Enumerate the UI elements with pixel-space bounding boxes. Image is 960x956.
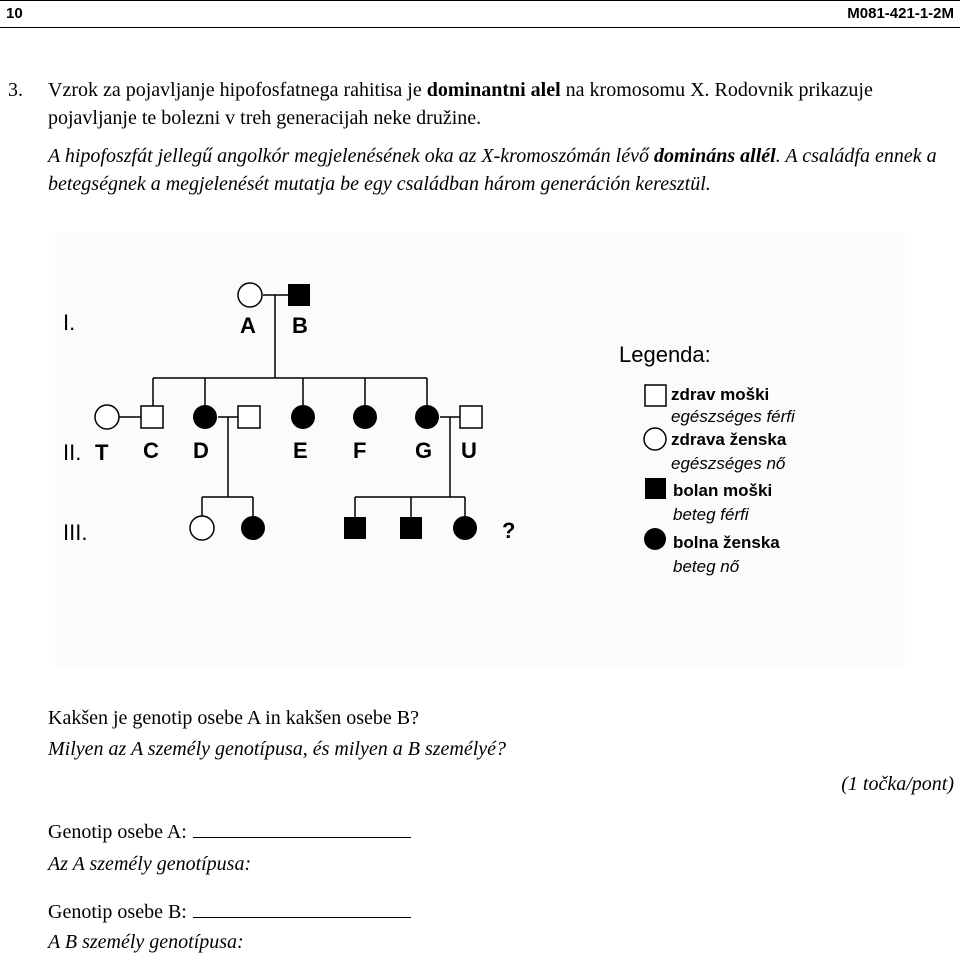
answer-b-row bbox=[48, 898, 411, 926]
individual-E-affected-female bbox=[291, 405, 315, 429]
generation-label-2: II. bbox=[63, 440, 82, 465]
legend-healthy-female-hu: egészséges nő bbox=[671, 454, 786, 473]
individual-C-healthy-male bbox=[141, 406, 163, 428]
label-G: G bbox=[415, 438, 433, 463]
legend-healthy-female-symbol bbox=[644, 428, 666, 450]
legend-affected-male-hu: beteg férfi bbox=[673, 505, 749, 524]
answer-a-blank[interactable] bbox=[193, 819, 411, 838]
generation-label-1: I. bbox=[63, 310, 76, 335]
pedigree-chart bbox=[55, 232, 905, 667]
label-D: D bbox=[193, 438, 209, 463]
label-B: B bbox=[292, 313, 308, 338]
label-U: U bbox=[461, 438, 477, 463]
question-text-hu: A hipofoszfát jellegű angolkór megjelenésének oka az X-kromoszómán lévő domináns allél. A családfa ennek a betegségnek a megjelenését mutatja be egy családban három generáción keresztül. bbox=[48, 145, 937, 195]
individual-G-affected-female bbox=[415, 405, 439, 429]
gen3-affected-female bbox=[241, 516, 265, 540]
pedigree-lines bbox=[117, 295, 465, 517]
answer-a-label-hu: Az A személy genotípusa: bbox=[48, 853, 252, 875]
legend-healthy-male-symbol bbox=[645, 385, 666, 406]
answer-b-label-sl: Genotip osebe B: bbox=[48, 901, 187, 923]
individual-A-healthy-female bbox=[238, 283, 262, 307]
legend-title: Legenda: bbox=[619, 342, 711, 367]
page-number: 10 bbox=[6, 5, 23, 22]
gen3-affected-male-2 bbox=[400, 517, 422, 539]
subquestion-sl: Kakšen je genotip osebe A in kakšen osebe B? bbox=[48, 707, 420, 729]
answer-a-label-sl: Genotip osebe A: bbox=[48, 821, 187, 843]
gen3-affected-male-1 bbox=[344, 517, 366, 539]
label-T: T bbox=[95, 440, 109, 465]
individual-U-healthy-male bbox=[460, 406, 482, 428]
points-label: (1 točka/pont) bbox=[841, 773, 954, 795]
question-number: 3. bbox=[8, 79, 23, 101]
label-F: F bbox=[353, 438, 367, 463]
legend-affected-female-hu: beteg nő bbox=[673, 557, 740, 576]
legend-affected-female-sl: bolna ženska bbox=[673, 533, 780, 552]
answer-a-row bbox=[48, 818, 411, 846]
generation-label-3: III. bbox=[63, 520, 88, 545]
legend bbox=[619, 342, 796, 576]
page-header bbox=[0, 0, 960, 28]
legend-healthy-female-sl: zdrava ženska bbox=[671, 430, 787, 449]
label-E: E bbox=[293, 438, 308, 463]
gen3-healthy-female bbox=[190, 516, 214, 540]
document-code: M081-421-1-2M bbox=[847, 5, 954, 22]
individual-T-healthy-female bbox=[95, 405, 119, 429]
legend-affected-male-sl: bolan moški bbox=[673, 481, 773, 500]
label-C: C bbox=[143, 438, 159, 463]
legend-affected-male-symbol bbox=[645, 478, 666, 499]
answer-b-blank[interactable] bbox=[193, 899, 411, 918]
healthy-male-spouse bbox=[238, 406, 260, 428]
pedigree-figure bbox=[55, 232, 905, 667]
legend-healthy-male-hu: egészséges férfi bbox=[671, 407, 795, 426]
label-A: A bbox=[240, 313, 256, 338]
individual-F-affected-female bbox=[353, 405, 377, 429]
individual-B-affected-male bbox=[288, 284, 310, 306]
question-text-sl: Vzrok za pojavljanje hipofosfatnega rahitisa je dominantni alel na kromosomu X. Rodovnik prikazuje pojavljanje te bolezni v treh generacijah neke družine. bbox=[48, 79, 873, 129]
legend-affected-female-symbol bbox=[644, 528, 666, 550]
unknown-mark: ? bbox=[502, 518, 516, 543]
subquestion-hu: Milyen az A személy genotípusa, és milyen a B személyé? bbox=[48, 738, 507, 760]
answer-b-label-hu: A B személy genotípusa: bbox=[48, 931, 244, 953]
legend-healthy-male-sl: zdrav moški bbox=[671, 385, 770, 404]
gen3-affected-female-2 bbox=[453, 516, 477, 540]
individual-D-affected-female bbox=[193, 405, 217, 429]
